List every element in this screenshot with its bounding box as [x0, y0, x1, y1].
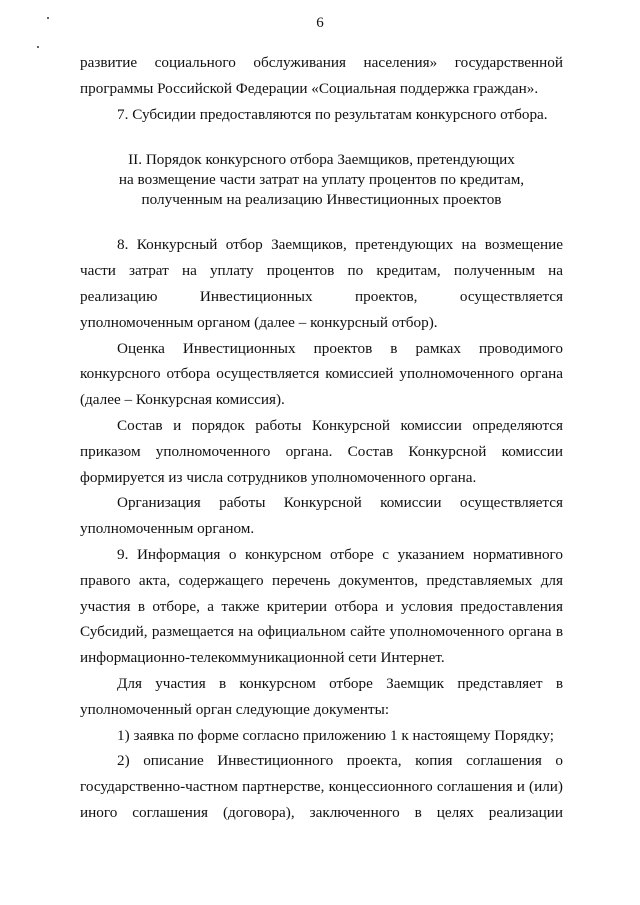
page-number: 6 — [316, 15, 324, 31]
paragraph: 2) описание Инвестиционного проекта, копия соглашения о государственно-частном партнерстве, концессионного соглашения и (или) иного соглашения (договора), заключенного в целях реализации — [80, 752, 563, 821]
paragraph: Состав и порядок работы Конкурсной комиссии определяются приказом уполномоченного органа. Состав Конкурсной комиссии формируется из числа сотрудников уполномоченного органа. — [80, 416, 563, 486]
paragraph: 1) заявка по форме согласно приложению 1 к настоящему Порядку; — [117, 726, 554, 744]
paragraph: Организация работы Конкурсной комиссии осуществляется уполномоченным органом. — [80, 494, 563, 538]
paragraph: 9. Информация о конкурсном отборе с указанием нормативного правого акта, содержащего перечень документов, представляемых для участия в отборе, а также критерии отбора и условия предоставления Субсидий, размещается на официальном сайте уполномоченного органа в информационно-телекоммуникационной сети Интернет. — [80, 545, 563, 667]
section-heading-line: II. Порядок конкурсного отбора Заемщиков, претендующих — [128, 151, 515, 169]
section-heading — [80, 150, 563, 210]
document-body — [80, 50, 563, 826]
paragraph: 7. Субсидии предоставляются по результатам конкурсного отбора. — [117, 105, 548, 123]
paragraph: 8. Конкурсный отбор Заемщиков, претендующих на возмещение части затрат на уплату процентов по кредитам, полученным на реализацию Инвестиционных проектов, осуществляется уполномоченным органом (далее – конкурсный отбор). — [80, 236, 563, 331]
section-heading-line: на возмещение части затрат на уплату процентов по кредитам, — [118, 171, 525, 189]
section-heading-line: полученным на реализацию Инвестиционных проектов — [141, 191, 502, 209]
paragraph: Оценка Инвестиционных проектов в рамках проводимого конкурсного отбора осуществляется комиссией уполномоченного органа (далее – Конкурсная комиссия). — [80, 339, 563, 409]
paragraph: развитие социального обслуживания населения» государственной программы Российской Федерации «Социальная поддержка граждан». — [80, 54, 563, 97]
paragraph: Для участия в конкурсном отборе Заемщик представляет в уполномоченный орган следующие документы: — [80, 674, 563, 718]
scan-speck — [37, 46, 39, 48]
